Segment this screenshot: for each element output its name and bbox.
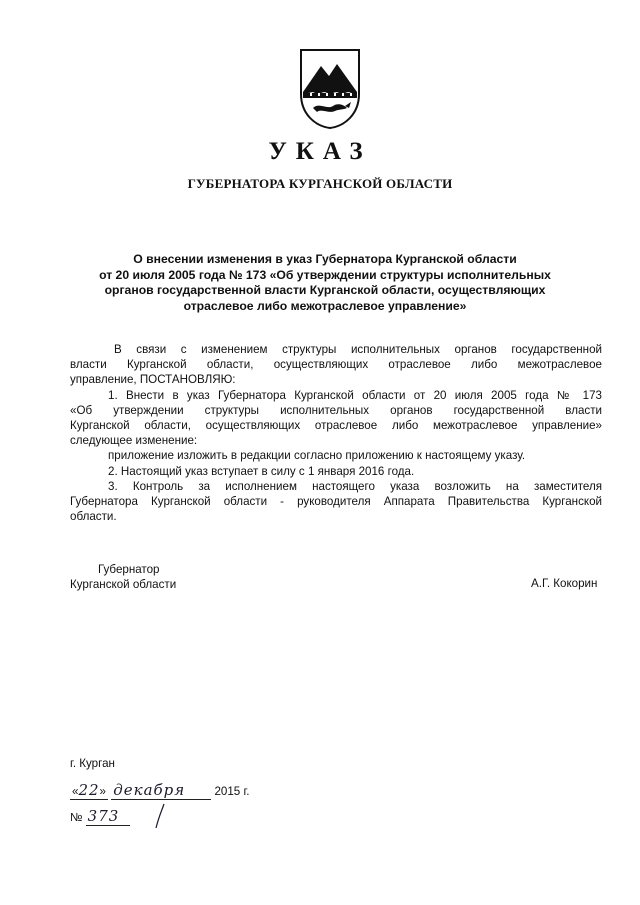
- date-day: 22: [78, 781, 100, 799]
- subject-line: органов государственной власти Курганской области, осуществляющих: [104, 283, 546, 298]
- body-line: 2. Настоящий указ вступает в силу с 1 января 2016 года.: [108, 464, 415, 478]
- body-line: Губернатора Курганской области - руководителя Аппарата Правительства Курганской: [70, 495, 602, 509]
- subject-line: отраслевое либо межотраслевое управление»: [183, 298, 467, 313]
- body-line: 1. Внести в указ Губернатора Курганской области от 20 июля 2005 года № 173: [108, 388, 602, 402]
- number-value: 373: [87, 807, 120, 825]
- signatory-position: [70, 562, 176, 593]
- signatory-position-line: Губернатор: [98, 563, 160, 576]
- document-subtitle: ГУБЕРНАТОРА КУРГАНСКОЙ ОБЛАСТИ: [187, 176, 453, 191]
- number-label: №: [70, 811, 83, 824]
- body-line: следующее изменение:: [70, 434, 198, 448]
- subject-line: О внесении изменения в указ Губернатора Курганской области: [133, 252, 517, 266]
- body-line: Курганской области, осуществляющих отраслевое либо межотраслевое управление»: [70, 419, 602, 433]
- issue-date: [70, 781, 250, 800]
- date-month-field: [111, 781, 211, 800]
- body-line: «Об утверждении структуры исполнительных органов государственной власти: [70, 403, 602, 417]
- decree-subject: [70, 252, 580, 314]
- document-title: УКАЗ: [268, 138, 372, 165]
- body-line: В связи с изменением структуры исполнительных органов государственной: [114, 343, 602, 356]
- body-line: 3. Контроль за исполнением настоящего указа возложить на заместителя: [108, 479, 602, 493]
- body-line: власти Курганской области, осуществляющих отраслевое либо межотраслевое: [70, 358, 602, 372]
- signatory-position-line: Курганской области: [70, 578, 177, 592]
- body-line: области.: [70, 510, 117, 524]
- body-line: управление, ПОСТАНОВЛЯЮ:: [70, 373, 236, 387]
- number-field: [86, 807, 130, 826]
- date-year: 2015 г.: [214, 785, 250, 798]
- kurgan-oblast-coat-of-arms-icon: [299, 48, 361, 130]
- issue-city: г. Курган: [70, 757, 115, 770]
- subject-line: от 20 июля 2005 года № 173 «Об утверждении структуры исполнительных: [99, 267, 551, 282]
- date-day-field: «22»: [72, 781, 106, 799]
- date-month: декабря: [113, 781, 186, 799]
- body-line: приложение изложить в редакции согласно приложению к настоящему указу.: [108, 449, 526, 463]
- decree-number: [70, 807, 130, 826]
- signatory-name: А.Г. Кокорин: [531, 577, 598, 590]
- decree-body: [70, 342, 602, 524]
- handwritten-mark-icon: [150, 802, 170, 830]
